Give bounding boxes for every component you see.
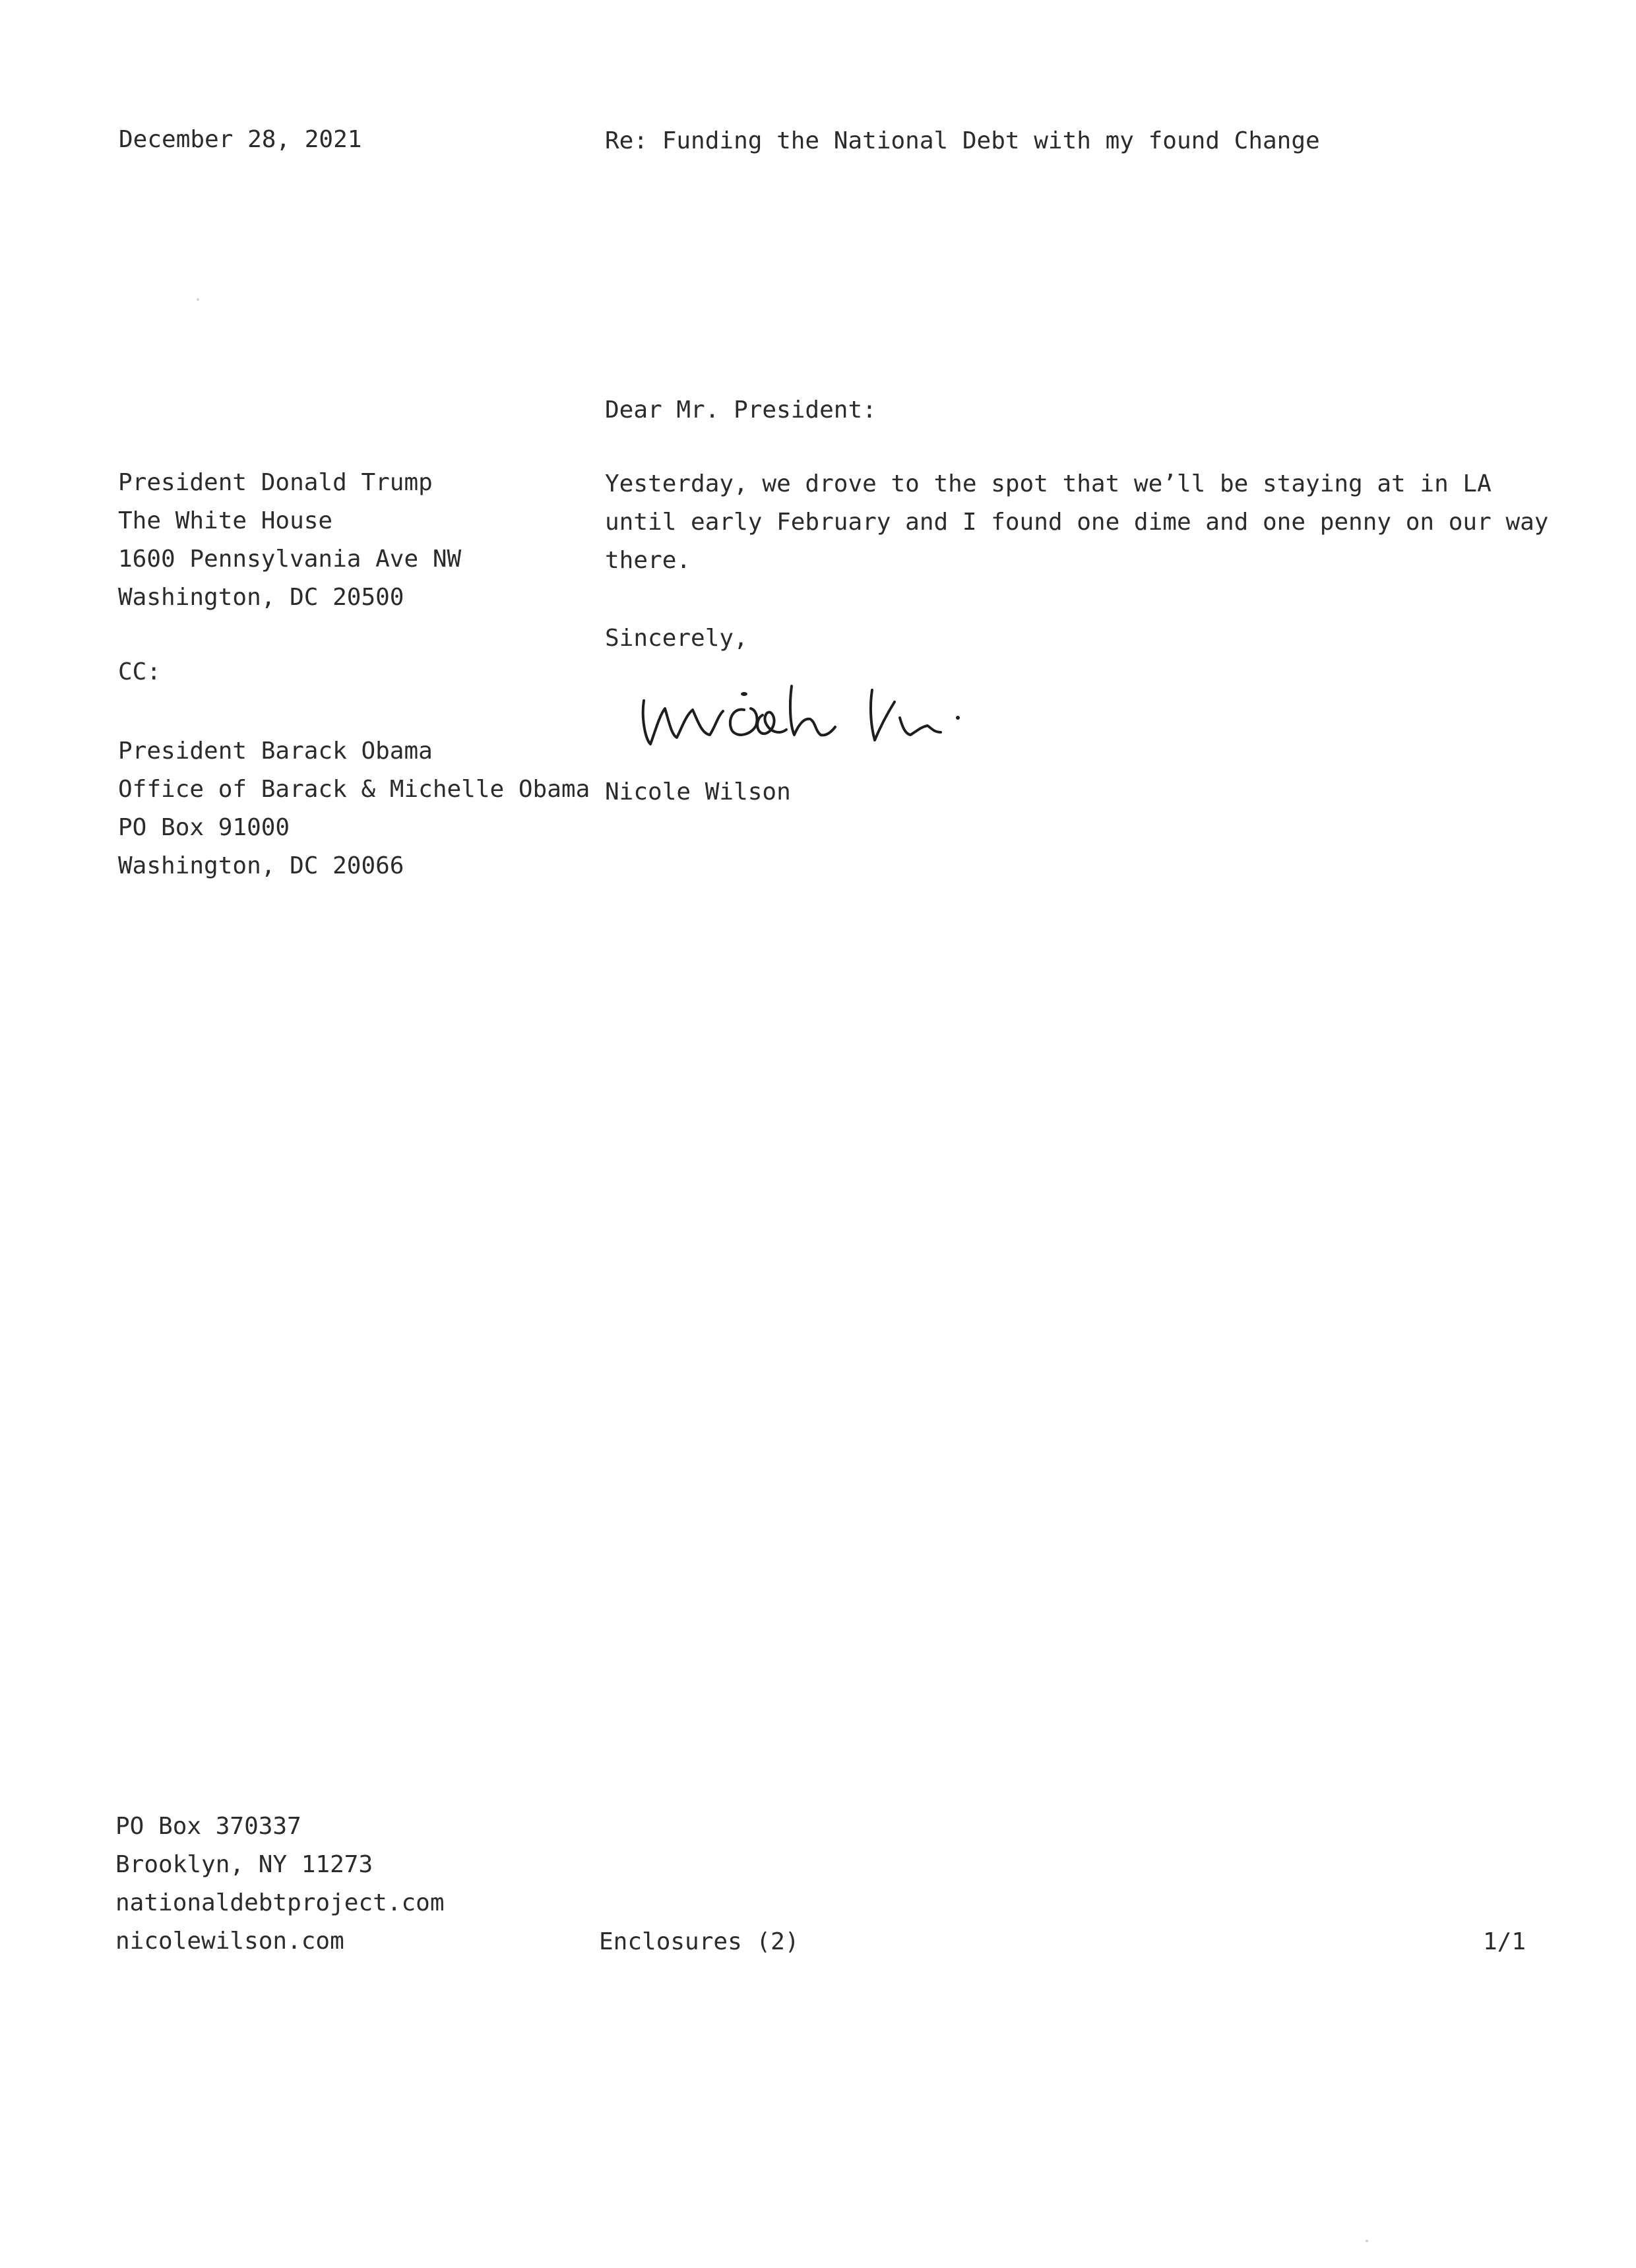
scan-speck (197, 298, 199, 301)
recipient-line: Washington, DC 20500 (118, 584, 404, 611)
sender-address (115, 1808, 445, 1961)
signer-name: Nicole Wilson (605, 778, 791, 805)
letter-body (605, 465, 1549, 580)
cc-line: PO Box 91000 (118, 814, 290, 841)
cc-label: CC: (118, 658, 162, 685)
cc-line: Office of Barack & Michelle Obama (118, 776, 590, 803)
letter-subject: Re: Funding the National Debt with my found Change (605, 127, 1320, 154)
sender-website-link[interactable]: nicolewilson.com (115, 1928, 344, 1955)
letter-date: December 28, 2021 (119, 126, 362, 153)
recipient-line: The White House (118, 507, 333, 534)
recipient-address (118, 464, 461, 617)
recipient-line: 1600 Pennsylvania Ave NW (118, 546, 462, 573)
signature-icon (633, 666, 1003, 765)
sender-line: Brooklyn, NY 11273 (115, 1851, 373, 1878)
cc-line: Washington, DC 20066 (118, 852, 404, 879)
enclosures-note: Enclosures (2) (599, 1928, 800, 1955)
salutation: Dear Mr. President: (605, 396, 877, 424)
cc-line: President Barack Obama (118, 738, 433, 765)
body-line: until early February and I found one dime and one penny on our way (605, 509, 1549, 536)
body-line: there. (605, 547, 691, 574)
recipient-line: President Donald Trump (118, 469, 433, 496)
body-line: Yesterday, we drove to the spot that we’ll be staying at in LA (605, 470, 1492, 497)
closing: Sincerely, (605, 625, 748, 652)
sender-website-link[interactable]: nationaldebtproject.com (115, 1889, 445, 1916)
sender-line: PO Box 370337 (115, 1813, 301, 1840)
cc-recipient-address (118, 732, 590, 885)
scan-speck (1366, 2240, 1368, 2242)
page-number: 1/1 (1483, 1928, 1526, 1955)
handwritten-signature (633, 666, 1003, 765)
